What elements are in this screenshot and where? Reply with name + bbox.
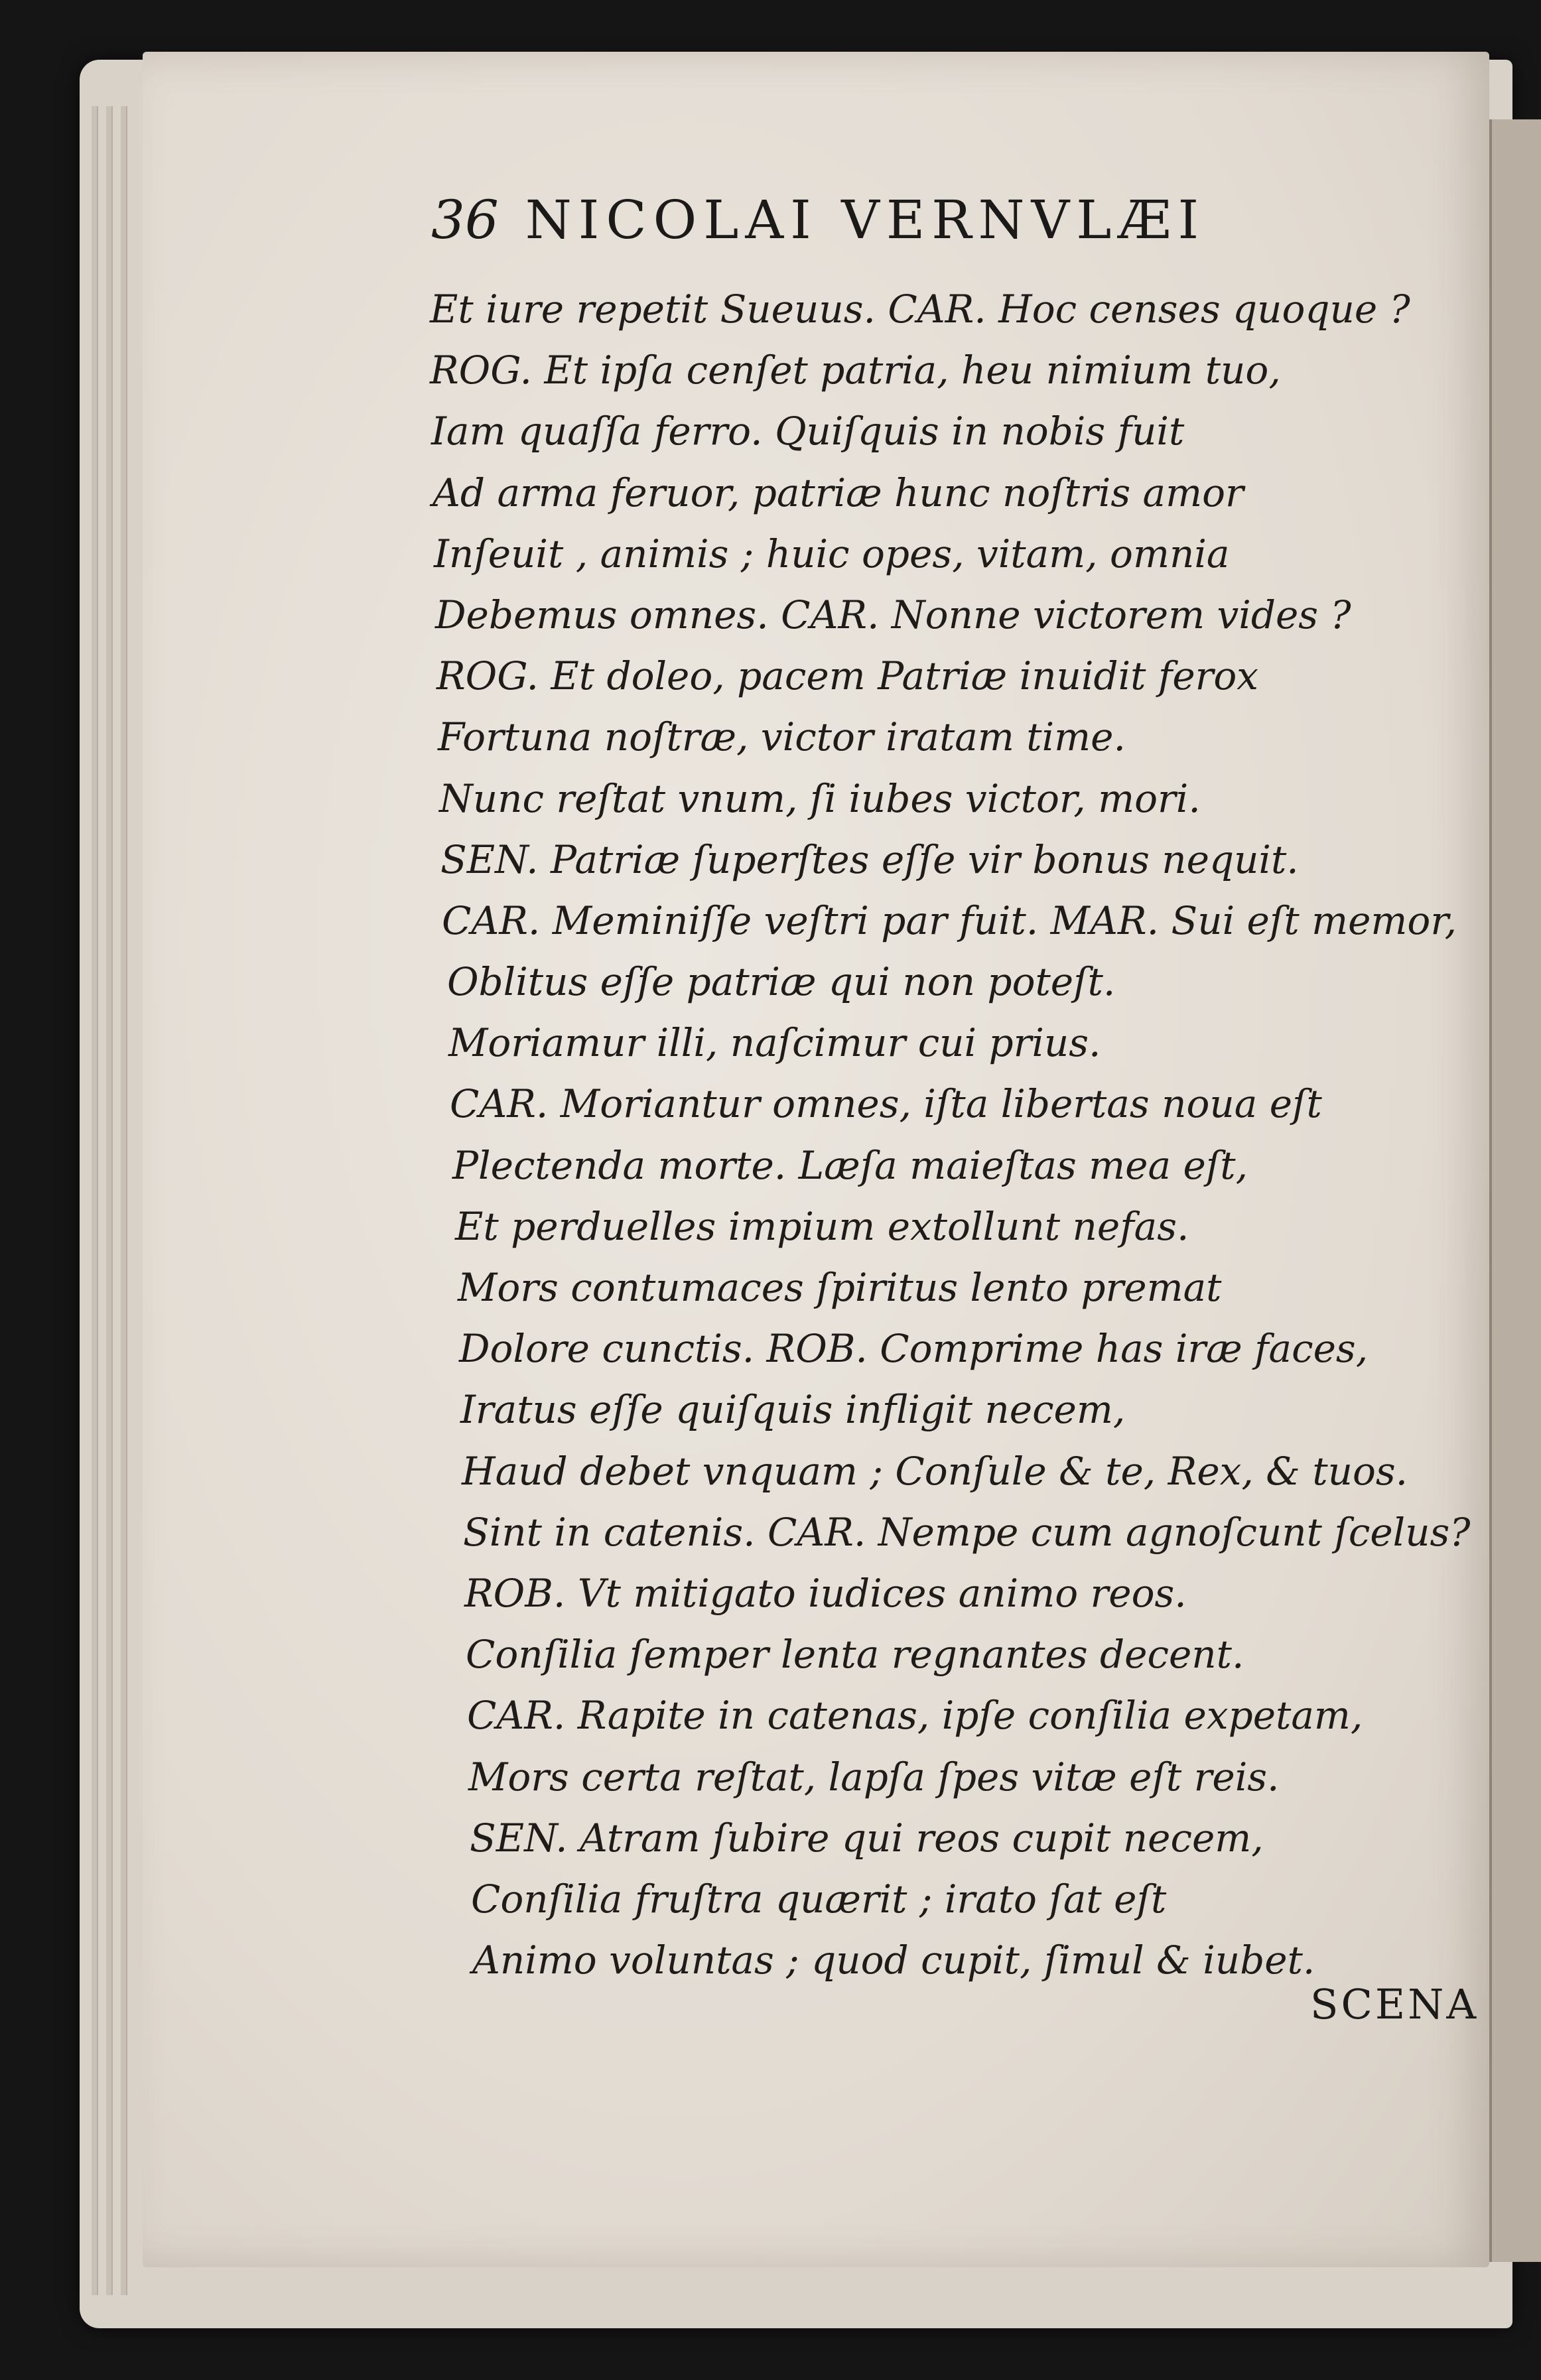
verse-line: Et iure repetit Sueuus. CAR. Hoc censes quoque ?	[430, 287, 1410, 332]
verse-line: Conſilia fruſtra quærit ; irato ſat eſt	[471, 1876, 1167, 1922]
running-header	[431, 189, 1205, 251]
verse-line: Iratus eſſe quiſquis infligit necem,	[460, 1387, 1126, 1433]
verse-line: ROB. Vt mitigato iudices animo reos.	[464, 1570, 1187, 1616]
verse-line: Conſilia ſemper lenta regnantes decent.	[466, 1632, 1244, 1678]
verse-line: Ad arma feruor, patriæ hunc noſtris amor	[433, 470, 1244, 515]
verse-line: SEN. Patriæ ſuperſtes eſſe vir bonus nequit.	[440, 836, 1299, 882]
verse-line: Inſeuit , animis ; huic opes, vitam, omnia	[434, 531, 1230, 576]
verse-line: Iam quaſſa ferro. Quiſquis in nobis fuit	[431, 409, 1185, 454]
verse-line: Mors certa reſtat, lapſa ſpes vitæ eſt reis.	[468, 1754, 1280, 1800]
running-title: NICOLAI VERNVLÆI	[525, 189, 1206, 251]
verse-line: ROG. Et ipſa cenſet patria, heu nimium tuo,	[430, 348, 1281, 393]
verse-line: Oblitus eſſe patriæ qui non poteſt.	[447, 959, 1116, 1005]
page-number: 36	[431, 189, 499, 251]
catchword: SCENA	[1310, 1980, 1479, 2028]
verse-line: Plectenda morte. Læſa maieſtas mea eſt,	[452, 1142, 1248, 1188]
verse-line: Fortuna noſtræ, victor iratam time.	[438, 714, 1126, 760]
facing-page-edge	[1489, 119, 1541, 2262]
verse-line: Moriamur illi, naſcimur cui prius.	[448, 1020, 1101, 1066]
verse-line: Dolore cunctis. ROB. Comprime has iræ faces,	[459, 1326, 1369, 1372]
verse-text	[430, 279, 1471, 1991]
verse-line: Mors contumaces ſpiritus lento premat	[458, 1265, 1222, 1310]
verse-line: Animo voluntas ; quod cupit, ſimul & iubet.	[472, 1938, 1315, 1983]
verse-line: Nunc reſtat vnum, ſi iubes victor, mori.	[439, 775, 1201, 821]
verse-line: CAR. Moriantur omnes, iſta libertas noua eſt	[450, 1081, 1322, 1127]
verse-line: SEN. Atram ſubire qui reos cupit necem,	[470, 1815, 1264, 1861]
verse-line: Haud debet vnquam ; Conſule & te, Rex, & tuos.	[462, 1448, 1408, 1494]
verse-line: CAR. Meminiſſe veſtri par fuit. MAR. Sui eſt memor,	[442, 897, 1457, 943]
verse-line: Et perduelles impium extollunt nefas.	[455, 1203, 1189, 1249]
verse-line: CAR. Rapite in catenas, ipſe conſilia expetam,	[467, 1693, 1363, 1739]
page-edge	[92, 106, 98, 2295]
verse-line: ROG. Et doleo, pacem Patriæ inuidit ferox	[436, 653, 1259, 699]
page-edge	[106, 106, 113, 2295]
verse-line: Sint in catenis. CAR. Nempe cum agnoſcunt ſcelus?	[463, 1509, 1471, 1555]
page-edge	[121, 106, 127, 2295]
verse-line: Debemus omnes. CAR. Nonne victorem vides ?	[435, 592, 1351, 637]
